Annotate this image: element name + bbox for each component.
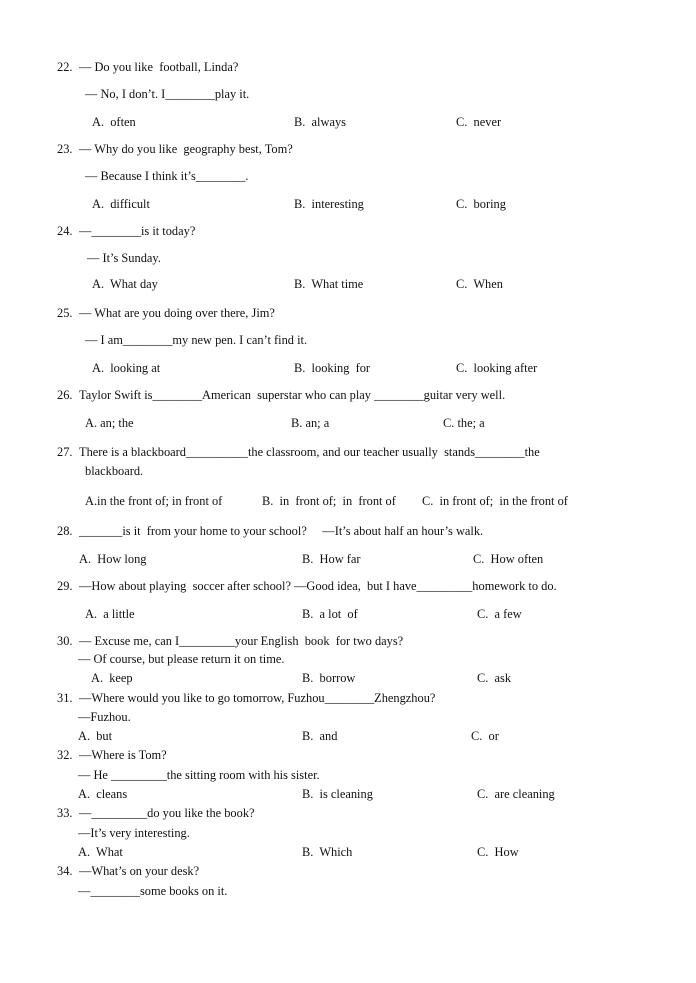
option-a: A. difficult [92,197,150,211]
option-b: B. always [294,115,346,129]
option-a: A. a little [85,607,135,621]
option-c: C. ask [477,671,512,685]
question-number: 29. [57,579,73,593]
answer-line: —________some books on it. [78,884,228,898]
answer-line: — It’s Sunday. [87,251,161,265]
option-c: C. looking after [456,361,538,375]
question-26 [57,389,505,401]
question-23 [57,143,293,155]
answer-line: — No, I don’t. I________play it. [85,87,250,101]
answer-line: —Fuzhou. [78,710,131,724]
question-24 [57,225,195,237]
option-b: B. What time [294,277,364,291]
question-22 [57,61,238,73]
option-b: B. an; a [291,416,330,430]
option-b: B. looking for [294,361,371,375]
option-b: B. is cleaning [302,787,373,801]
option-c: C. are cleaning [477,787,555,801]
answer-line: —It’s very interesting. [78,826,190,840]
question-number: 30. [57,634,73,648]
option-a: A. keep [91,671,133,685]
question-text: —How about playing soccer after school? —Good idea, but I have_________homework to do. [79,579,557,593]
question-number: 34. [57,864,73,878]
option-a: A. often [92,115,136,129]
question-27 [57,446,540,458]
option-a: A. What [78,845,123,859]
option-b: B. interesting [294,197,364,211]
question-text: —________is it today? [79,224,196,238]
question-number: 28. [57,524,73,538]
question-text: There is a blackboard__________the classroom, and our teacher usually stands________the [79,445,540,459]
option-c: C. a few [477,607,522,621]
option-a: A. looking at [92,361,161,375]
option-c: C. never [456,115,502,129]
question-number: 32. [57,748,73,762]
question-text: —_________do you like the book? [79,806,255,820]
option-c: C. boring [456,197,506,211]
question-text: —Where would you like to go tomorrow, Fuzhou________Zhengzhou? [79,691,436,705]
option-b: B. in front of; in front of [262,494,396,508]
question-text: — Excuse me, can I_________your English book for two days? [79,634,404,648]
option-c: C. in front of; in the front of [422,494,568,508]
option-a: A. What day [92,277,158,291]
option-a: A. cleans [78,787,128,801]
question-number: 31. [57,691,73,705]
question-34 [57,865,199,877]
question-text-continued: blackboard. [85,464,144,478]
answer-line: — Because I think it’s________. [85,169,249,183]
option-a: A.in the front of; in front of [85,494,223,508]
question-text: —Where is Tom? [79,748,167,762]
option-c: C. How often [473,552,544,566]
question-28 [57,525,483,537]
option-c: C. or [471,729,499,743]
question-25 [57,307,275,319]
answer-line: — Of course, but please return it on time. [78,652,285,666]
question-text: Taylor Swift is________American superstar who can play ________guitar very well. [79,388,506,402]
option-c: C. When [456,277,503,291]
option-a: A. an; the [85,416,134,430]
question-number: 33. [57,806,73,820]
question-number: 27. [57,445,73,459]
question-number: 26. [57,388,73,402]
answer-line: — I am________my new pen. I can’t find it. [85,333,308,347]
question-number: 23. [57,142,73,156]
option-a: A. How long [79,552,147,566]
question-29 [57,580,557,592]
question-31 [57,692,435,704]
option-c: C. the; a [443,416,485,430]
question-number: 24. [57,224,73,238]
question-30 [57,635,403,647]
question-text: — Why do you like geography best, Tom? [79,142,293,156]
option-b: B. How far [302,552,361,566]
question-text: —What’s on your desk? [79,864,200,878]
question-text: — Do you like football, Linda? [79,60,239,74]
option-b: B. Which [302,845,353,859]
answer-line: — He _________the sitting room with his sister. [78,768,320,782]
option-c: C. How [477,845,519,859]
question-text: _______is it from your home to your school? —It’s about half an hour’s walk. [79,524,484,538]
question-text: — What are you doing over there, Jim? [79,306,275,320]
question-number: 22. [57,60,73,74]
question-number: 25. [57,306,73,320]
question-32 [57,749,167,761]
question-33 [57,807,255,819]
option-a: A. but [78,729,113,743]
option-b: B. a lot of [302,607,358,621]
option-b: B. and [302,729,338,743]
option-b: B. borrow [302,671,356,685]
